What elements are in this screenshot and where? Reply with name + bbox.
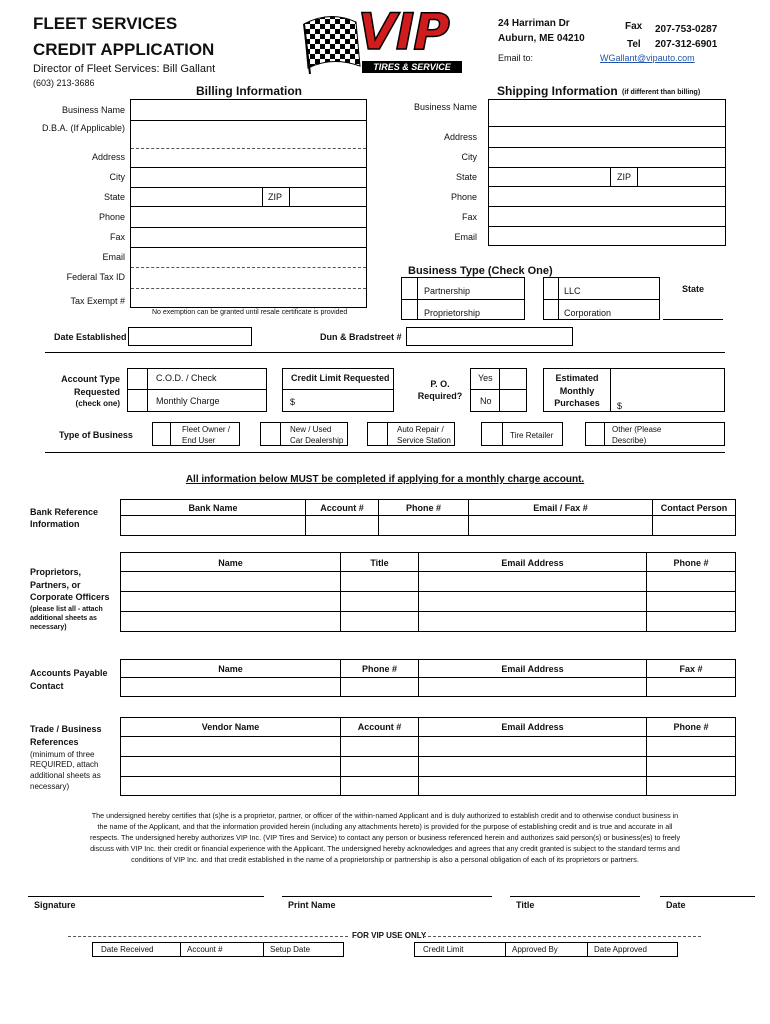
monthly-charge-checkbox[interactable] (128, 391, 146, 410)
corporation-label: Corporation (564, 308, 612, 318)
shipping-zip-field[interactable] (639, 168, 724, 185)
shipping-email-label: Email (454, 232, 477, 242)
billing-city-label: City (109, 172, 125, 182)
date-established-label: Date Established (54, 332, 127, 342)
po-no-checkbox[interactable] (500, 391, 525, 410)
trade-col-phone: Phone # (673, 722, 709, 732)
credit-limit-label: Credit Limit Requested (291, 373, 390, 383)
shipping-heading: Shipping Information (497, 84, 618, 98)
billing-phone-field[interactable] (132, 208, 365, 226)
officers-label-2: Partners, or (30, 580, 81, 590)
monthly-notice: All information below MUST be completed if applying for a monthly charge account. (185, 474, 585, 485)
tob-dealership-label-1: New / Used (290, 425, 332, 434)
trade-col-vendor: Vendor Name (201, 722, 260, 732)
print-name-label: Print Name (288, 900, 336, 910)
email-link[interactable]: WGallant@vipauto.com (600, 53, 695, 63)
payable-col-name: Name (218, 664, 243, 674)
tel-number: 207-312-6901 (655, 39, 718, 50)
form-title-line2: CREDIT APPLICATION (33, 40, 215, 59)
bank-reference-label-1: Bank Reference (30, 507, 99, 517)
federal-tax-id-label: Federal Tax ID (66, 272, 125, 282)
bank-col-contact: Contact Person (660, 503, 728, 513)
vip-account: Account # (187, 945, 223, 954)
credit-limit-field[interactable] (298, 391, 392, 410)
account-type-label-3: (check one) (75, 399, 120, 408)
billing-address-label: Address (91, 152, 125, 162)
tob-other-label-2: Describe) (612, 436, 647, 445)
tob-fleet-checkbox[interactable] (153, 423, 169, 445)
shipping-city-label: City (461, 152, 477, 162)
date-label: Date (666, 900, 686, 910)
shipping-phone-label: Phone (450, 192, 477, 202)
vip-approved-by: Approved By (512, 945, 558, 954)
bank-col-email-fax: Email / Fax # (533, 503, 588, 513)
billing-address-field[interactable] (132, 149, 365, 166)
partnership-checkbox[interactable] (402, 279, 416, 298)
officers-col-title: Title (370, 558, 389, 568)
officers-row[interactable] (121, 572, 735, 590)
shipping-state-label: State (455, 172, 477, 182)
billing-city-field[interactable] (132, 169, 365, 186)
shipping-fax-field[interactable] (490, 208, 724, 225)
payable-col-phone: Phone # (361, 664, 397, 674)
tax-exempt-label: Tax Exempt # (70, 296, 125, 306)
director-phone: (603) 213-3686 (33, 78, 95, 88)
officers-col-phone: Phone # (673, 558, 709, 568)
form-title-line1: FLEET SERVICES (33, 14, 178, 33)
trade-col-account: Account # (357, 722, 402, 732)
account-type-label-1: Account Type (61, 374, 120, 384)
print-name-line[interactable] (282, 896, 492, 897)
billing-dba-label: D.B.A. (If Applicable) (41, 123, 125, 133)
incorporation-state-label: State (682, 284, 705, 294)
monthly-charge-label: Monthly Charge (156, 396, 220, 406)
officers-note-2: additional sheets as (30, 615, 97, 622)
payable-row[interactable] (121, 678, 735, 696)
trade-col-email: Email Address (501, 722, 564, 732)
tob-dealership-label-2: Car Dealership (290, 436, 344, 445)
logo-subtext: TIRES & SERVICE (362, 61, 462, 73)
trade-row[interactable] (121, 777, 735, 795)
tob-tire-checkbox[interactable] (482, 423, 501, 445)
tob-other-checkbox[interactable] (586, 423, 603, 445)
billing-fax-field[interactable] (132, 229, 365, 246)
trade-label-2: References (30, 737, 79, 747)
trade-row[interactable] (121, 737, 735, 755)
shipping-address-field[interactable] (490, 128, 724, 146)
estimated-label-2: Monthly (559, 386, 595, 396)
bank-col-bank-name: Bank Name (188, 503, 238, 513)
payable-col-email: Email Address (501, 664, 564, 674)
officers-row[interactable] (121, 592, 735, 610)
shipping-state-field[interactable] (490, 168, 608, 185)
officers-note-1: (please list all - attach (30, 606, 103, 613)
officers-col-name: Name (218, 558, 243, 568)
tob-tire-label: Tire Retailer (510, 431, 554, 440)
signature-line[interactable] (28, 896, 264, 897)
llc-checkbox[interactable] (544, 279, 557, 298)
tob-dealership-checkbox[interactable] (261, 423, 279, 445)
llc-label: LLC (564, 286, 581, 296)
date-established-field[interactable] (128, 327, 252, 346)
po-yes-label: Yes (478, 373, 493, 383)
tob-repair-label-1: Auto Repair / (397, 425, 444, 434)
billing-email-label: Email (102, 252, 125, 262)
tob-other-description-field[interactable] (676, 423, 724, 445)
payable-label-2: Contact (30, 681, 64, 691)
trade-note-4: necessary) (30, 782, 70, 791)
vip-logo (300, 4, 470, 76)
tax-exempt-note: No exemption can be granted until resale certificate is provided (152, 309, 348, 316)
bank-col-account: Account # (320, 503, 364, 513)
proprietorship-checkbox[interactable] (402, 300, 416, 319)
tel-label: Tel (627, 39, 641, 50)
date-line[interactable] (660, 896, 755, 897)
bank-col-phone: Phone # (405, 503, 441, 513)
estimated-label-3: Purchases (554, 398, 600, 408)
po-no-label: No (480, 396, 492, 406)
federal-tax-id-field[interactable] (132, 269, 365, 287)
business-type-heading: Business Type (Check One) (408, 265, 553, 277)
trade-label-1: Trade / Business (30, 724, 102, 734)
fax-label: Fax (625, 21, 643, 32)
billing-state-label: State (103, 192, 125, 202)
bank-reference-row[interactable] (121, 516, 735, 535)
shipping-email-field[interactable] (490, 228, 724, 245)
po-yes-checkbox[interactable] (500, 370, 525, 388)
address-line2: Auburn, ME 04210 (498, 33, 585, 44)
cod-label: C.O.D. / Check (156, 373, 217, 383)
officers-note-3: necessary) (30, 624, 67, 631)
trade-row[interactable] (121, 757, 735, 775)
billing-dba-field[interactable] (132, 122, 365, 147)
vip-credit-limit: Credit Limit (423, 945, 464, 954)
bank-reference-label-2: Information (30, 519, 80, 529)
tob-repair-checkbox[interactable] (368, 423, 386, 445)
billing-heading: Billing Information (196, 84, 302, 98)
payable-label-1: Accounts Payable (30, 668, 108, 678)
shipping-heading-note: (if different than billing) (622, 89, 701, 96)
certification-paragraph: The undersigned hereby certifies that (s)he is a proprietor, partner, or officer of the within-named Applicant and is duly authorized to establish credit and to otherwise conduct business in the name of the Applicant, and that the information provided herein (including any attachments hereto) is provided for the purpose of establishing credit and is true and accurate in all respects. The undersigned hereby authorizes VIP Inc. (VIP Tires and Service) to contact any person or business referenced herein and authorizes said person(s) or business(es) to freely discuss with VIP Inc. their credit or financial experience with the Applicant. The undersigned hereby acknowledges and agrees that any credit granted is subject to the standard terms and conditions of VIP Inc. and that credit established in the name of a proprietorship or partnership is also a personal obligation of each of its proprietors or partners. (89, 811, 681, 864)
shipping-business-name-field[interactable] (490, 101, 724, 125)
tob-repair-label-2: Service Station (397, 436, 451, 445)
officers-label-1: Proprietors, (30, 567, 82, 577)
po-label-2: Required? (417, 391, 463, 401)
dun-bradstreet-label: Dun & Bradstreet # (320, 332, 402, 342)
shipping-phone-field[interactable] (490, 188, 724, 205)
billing-business-name-label: Business Name (61, 105, 125, 115)
billing-phone-label: Phone (98, 212, 125, 222)
po-label-1: P. O. (430, 379, 450, 389)
type-of-business-label: Type of Business (59, 430, 133, 440)
tob-fleet-label-2: End User (182, 436, 216, 445)
credit-limit-dollar: $ (290, 397, 296, 407)
logo-text: VIP (358, 3, 449, 61)
vip-use-only-label: FOR VIP USE ONLY (352, 931, 427, 940)
billing-business-name-field[interactable] (132, 101, 365, 119)
billing-state-field[interactable] (132, 188, 260, 205)
incorporation-state-field[interactable] (663, 319, 723, 320)
trade-note-1: (minimum of three (30, 750, 95, 759)
tax-exempt-field[interactable] (132, 290, 365, 306)
title-label: Title (516, 900, 535, 910)
billing-fax-label: Fax (109, 232, 125, 242)
title-line[interactable] (510, 896, 640, 897)
fax-number: 207-753-0287 (655, 24, 718, 35)
account-type-label-2: Requested (73, 387, 120, 397)
tob-other-label-1: Other (Please (612, 425, 662, 434)
shipping-business-name-label-1: Business Name (413, 102, 477, 112)
officers-col-email: Email Address (501, 558, 564, 568)
cod-checkbox[interactable] (128, 370, 146, 388)
corporation-checkbox[interactable] (544, 300, 557, 319)
tob-fleet-label-1: Fleet Owner / (182, 425, 231, 434)
vip-date-approved: Date Approved (594, 945, 647, 954)
estimated-purchases-field[interactable] (626, 370, 723, 410)
partnership-label: Partnership (424, 286, 471, 296)
estimated-dollar: $ (617, 401, 623, 411)
vip-setup-date: Setup Date (270, 945, 311, 954)
billing-zip-label: ZIP (268, 192, 283, 202)
address-line1: 24 Harriman Dr (498, 18, 570, 29)
shipping-zip-label: ZIP (617, 172, 632, 182)
officers-row[interactable] (121, 612, 735, 631)
trade-note-3: additional sheets as (30, 771, 101, 780)
shipping-fax-label: Fax (461, 212, 477, 222)
billing-email-field[interactable] (132, 249, 365, 266)
billing-zip-field[interactable] (291, 188, 365, 205)
shipping-city-field[interactable] (490, 148, 724, 166)
dun-bradstreet-field[interactable] (406, 327, 573, 346)
trade-note-2: REQUIRED, attach (30, 760, 99, 769)
email-to-label: Email to: (498, 53, 534, 63)
signature-label: Signature (34, 900, 76, 910)
payable-col-fax: Fax # (679, 664, 703, 674)
proprietorship-label: Proprietorship (424, 308, 481, 318)
vip-date-received: Date Received (101, 945, 154, 954)
officers-label-3: Corporate Officers (30, 592, 110, 602)
estimated-label-1: Estimated (555, 373, 599, 383)
shipping-address-label: Address (443, 132, 477, 142)
director-name: Director of Fleet Services: Bill Gallant (33, 63, 216, 75)
